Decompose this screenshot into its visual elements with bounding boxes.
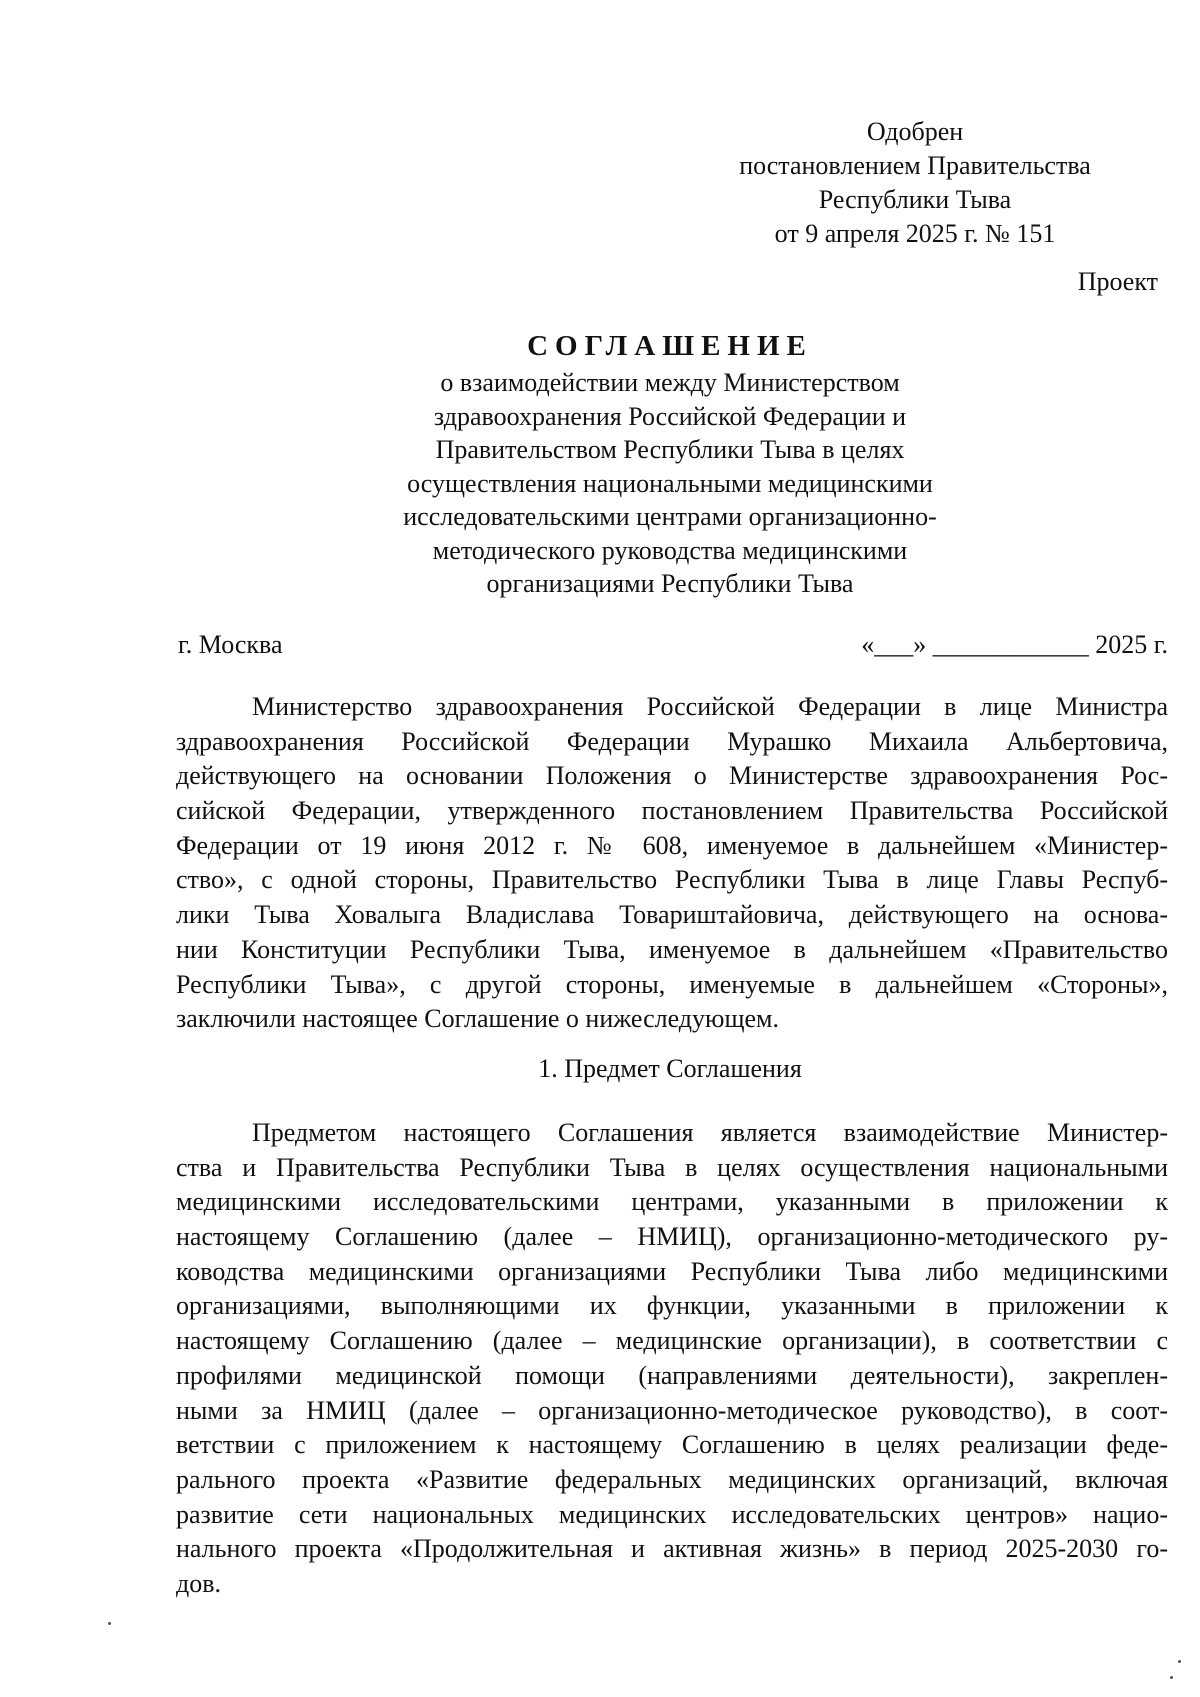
subtitle-line: осуществления национальными медицинскими — [407, 468, 933, 498]
subject-paragraph — [176, 1116, 1168, 1602]
text-line: сийской Федерации, утвержденного постановлением Правительства Российской — [176, 796, 1168, 826]
text-line: ными за НМИЦ (далее – организационно-методическое руководство), в соот- — [176, 1395, 1168, 1425]
text-line: Предметом настоящего Соглашения является взаимодействие Министер- — [252, 1118, 1168, 1147]
subtitle-line: здравоохранения Российской Федерации и — [433, 401, 907, 431]
text-line: медицинскими исследовательскими центрами, указанными в приложении к — [176, 1187, 1168, 1217]
text-line: организациями, выполняющими их функции, указанными в приложении к — [176, 1291, 1168, 1321]
text-line: дов. — [176, 1568, 222, 1598]
document-title-block — [170, 328, 1170, 601]
city-name: г. Москва — [178, 630, 283, 659]
project-label: Проект — [1077, 267, 1158, 296]
subtitle-line: организациями Республики Тыва — [486, 569, 854, 598]
scan-speck — [1178, 1660, 1181, 1663]
subtitle-line: Правительством Республики Тыва в целях — [435, 435, 905, 464]
scan-speck — [1170, 1676, 1173, 1679]
text-line: ководства медицинскими организациями Республики Тыва либо медицинскими — [176, 1256, 1168, 1286]
text-line: заключили настоящее Соглашение о нижеследующем. — [176, 1004, 779, 1034]
approval-stamp — [680, 115, 1150, 251]
subtitle-line: методического руководства медицинскими — [432, 535, 908, 565]
text-line: развитие сети национальных медицинских исследовательских центров» нацио- — [176, 1499, 1168, 1529]
text-line: лики Тыва Ховалыга Владислава Товариштайовича, действующего на основа- — [176, 900, 1168, 930]
scan-speck — [108, 1622, 111, 1625]
approval-line: Республики Тыва — [818, 185, 1012, 214]
document-title: СОГЛАШЕНИЕ — [527, 330, 813, 362]
text-line: настоящему Соглашению (далее – НМИЦ), организационно-методического ру- — [176, 1222, 1168, 1252]
section-heading: 1. Предмет Соглашения — [538, 1054, 802, 1083]
text-line: Республики Тыва», с другой стороны, именуемые в дальнейшем «Стороны», — [176, 969, 1168, 999]
text-line: здравоохранения Российской Федерации Мурашко Михаила Альбертовича, — [176, 726, 1168, 756]
signing-date: «___» ____________ 2025 г. — [861, 630, 1168, 659]
approval-line: от 9 апреля 2025 г. № 151 — [774, 219, 1056, 248]
text-line: Федерации от 19 июня 2012 г. № 608, именуемое в дальнейшем «Министер- — [176, 830, 1168, 860]
approval-line: Одобрен — [866, 117, 964, 146]
text-line: ства и Правительства Республики Тыва в целях осуществления национальными — [176, 1152, 1168, 1182]
text-line: рального проекта «Развитие федеральных медицинских организаций, включая — [176, 1464, 1168, 1494]
text-line: ство», с одной стороны, Правительство Республики Тыва в лице Главы Респуб- — [176, 865, 1168, 895]
approval-line: постановлением Правительства — [739, 151, 1091, 180]
subtitle-line: о взаимодействии между Министерством — [440, 368, 900, 397]
document-subtitle — [170, 366, 1170, 601]
text-line: Министерство здравоохранения Российской Федерации в лице Министра — [252, 692, 1168, 721]
text-line: нии Конституции Республики Тыва, именуемое в дальнейшем «Правительство — [176, 934, 1168, 964]
text-line: действующего на основании Положения о Министерстве здравоохранения Рос- — [176, 761, 1168, 791]
preamble-paragraph — [176, 690, 1168, 1037]
text-line: ветствии с приложением к настоящему Соглашению в целях реализации феде- — [176, 1430, 1168, 1460]
text-line: настоящему Соглашению (далее – медицинские организации), в соответствии с — [176, 1326, 1168, 1356]
text-line: нального проекта «Продолжительная и активная жизнь» в период 2025-2030 го- — [176, 1534, 1168, 1564]
subtitle-line: исследовательскими центрами организационно- — [403, 502, 937, 531]
text-line: профилями медицинской помощи (направлениями деятельности), закреплен- — [176, 1360, 1168, 1390]
